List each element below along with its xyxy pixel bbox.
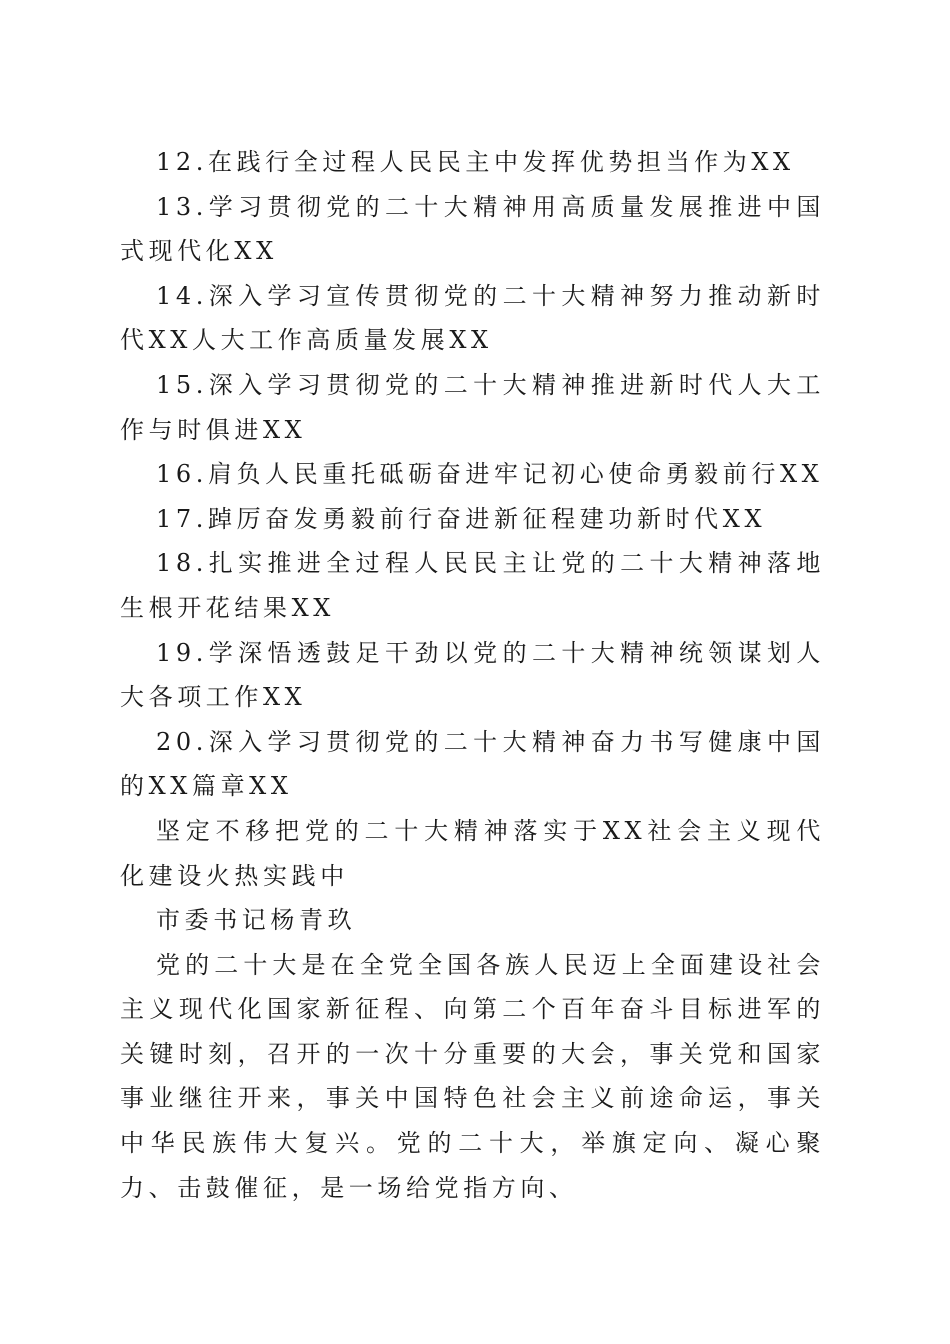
list-item-15: 15.深入学习贯彻党的二十大精神推进新时代人大工作与时俱进XX xyxy=(120,370,825,444)
article-author: 市委书记杨青玖 xyxy=(156,906,357,935)
list-item-19: 19.学深悟透鼓足干劲以党的二十大精神统领谋划人大各项工作XX xyxy=(120,638,825,712)
list-item-13: 13.学习贯彻党的二十大精神用高质量发展推进中国式现代化XX xyxy=(120,192,825,266)
document-body xyxy=(120,140,825,1210)
body-paragraph: 党的二十大是在全党全国各族人民迈上全面建设社会主义现代化国家新征程、向第二个百年奋斗目标进军的关键时刻，召开的一次十分重要的大会，事关党和国家事业继往开来，事关中国特色社会主义前途命运，事关中华民族伟大复兴。党的二十大，举旗定向、凝心聚力、击鼓催征，是一场给党指方向、 xyxy=(120,950,825,1202)
article-title: 坚定不移把党的二十大精神落实于XX社会主义现代化建设火热实践中 xyxy=(120,816,825,890)
list-item-14: 14.深入学习宣传贯彻党的二十大精神努力推动新时代XX人大工作高质量发展XX xyxy=(120,281,825,355)
list-item-18: 18.扎实推进全过程人民民主让党的二十大精神落地生根开花结果XX xyxy=(120,549,825,622)
list-item-12: 12.在践行全过程人民民主中发挥优势担当作为XX xyxy=(156,148,795,176)
list-item-17: 17.踔厉奋发勇毅前行奋进新征程建功新时代XX xyxy=(156,504,767,533)
list-item-16: 16.肩负人民重托砥砺奋进牢记初心使命勇毅前行XX xyxy=(156,460,824,489)
list-item-20: 20.深入学习贯彻党的二十大精神奋力书写健康中国的XX篇章XX xyxy=(120,727,825,801)
